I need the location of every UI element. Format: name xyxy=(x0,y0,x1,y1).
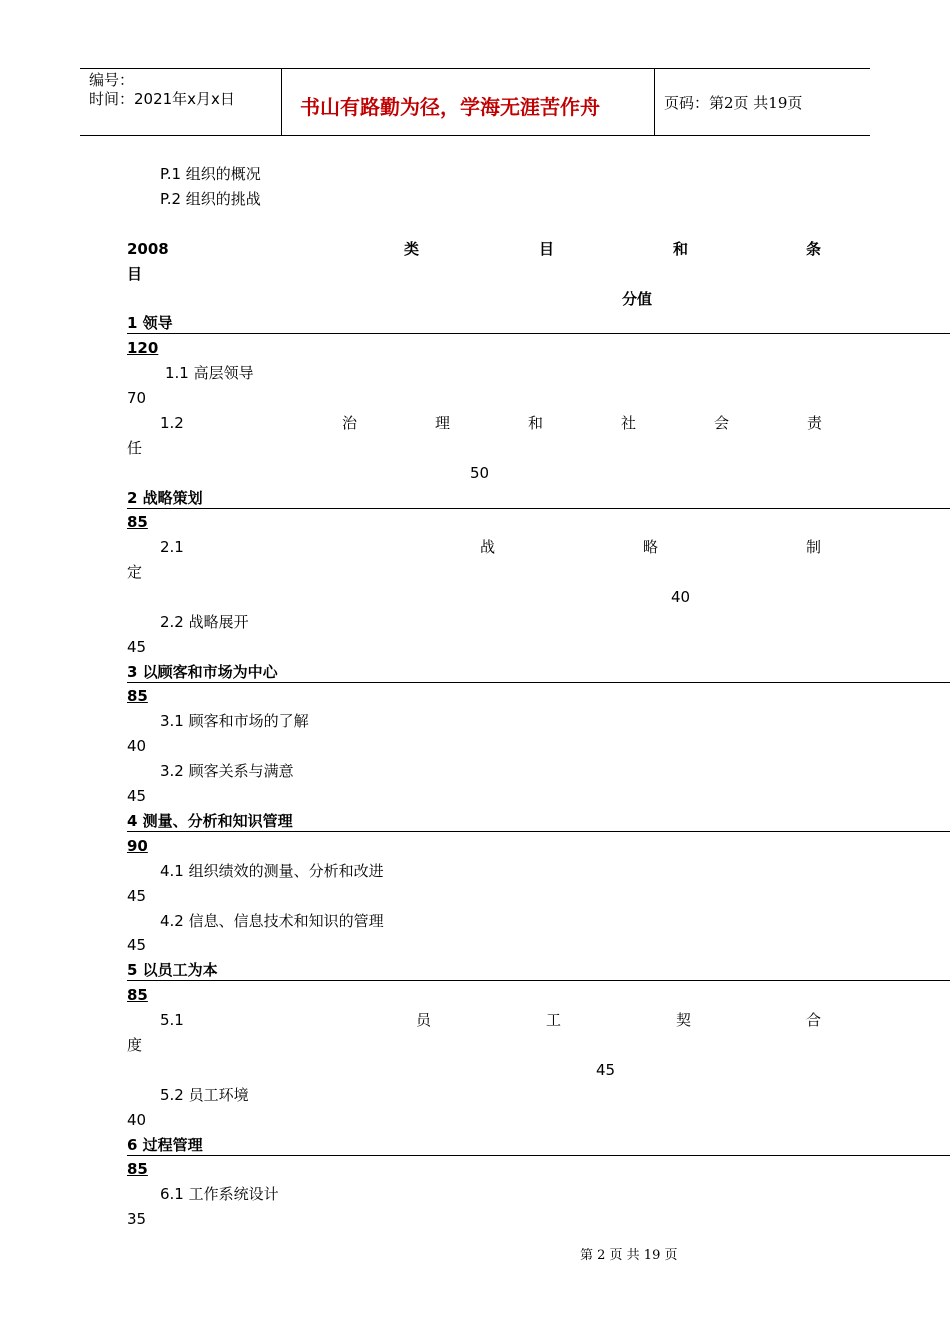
preface-item-1: P.1 组织的概况 xyxy=(160,165,261,183)
header-number-label: 编号： xyxy=(89,71,135,89)
header-motto: 书山有路勤为径，学海无涯苦作舟 xyxy=(300,95,600,119)
category-row xyxy=(127,662,950,683)
item-word: 契 xyxy=(676,1011,692,1029)
item-wrap: 定 xyxy=(127,563,143,581)
category-score: 90 xyxy=(127,837,148,855)
item-number: 5.1 xyxy=(160,1011,184,1029)
category-row xyxy=(127,1135,950,1156)
category-score: 85 xyxy=(127,1160,148,1178)
item-number: 1.2 xyxy=(160,414,184,432)
item-wrap: 任 xyxy=(127,439,143,457)
category-row xyxy=(127,488,950,509)
item-word: 责 xyxy=(807,414,823,432)
header-page-label: 页码：第2页 共19页 xyxy=(664,94,803,112)
header-divider-left xyxy=(281,68,282,136)
item-score: 45 xyxy=(127,936,147,954)
item-score: 45 xyxy=(127,638,147,656)
header-top-rule xyxy=(80,68,870,69)
category-row xyxy=(127,960,950,981)
item-score: 40 xyxy=(127,737,147,755)
item-score: 50 xyxy=(470,464,490,482)
table-header-word: 类 xyxy=(404,240,420,258)
item-label: 4.2 信息、信息技术和知识的管理 xyxy=(160,912,384,930)
item-label: 5.2 员工环境 xyxy=(160,1086,249,1104)
item-label: 4.1 组织绩效的测量、分析和改进 xyxy=(160,862,384,880)
category-title: 1 领导 xyxy=(127,314,173,332)
header-bottom-rule xyxy=(80,135,870,136)
category-title: 6 过程管理 xyxy=(127,1136,203,1154)
item-score: 70 xyxy=(127,389,147,407)
preface-item-2: P.2 组织的挑战 xyxy=(160,190,261,208)
item-word: 战 xyxy=(480,538,496,556)
category-row xyxy=(127,313,950,334)
category-title: 5 以员工为本 xyxy=(127,961,218,979)
item-word: 会 xyxy=(714,414,730,432)
table-header-word: 条 xyxy=(806,240,822,258)
table-header-score-label: 分值 xyxy=(622,290,653,308)
item-word: 员 xyxy=(416,1011,432,1029)
table-header-word: 目 xyxy=(539,240,555,258)
category-score: 85 xyxy=(127,513,148,531)
item-wrap: 度 xyxy=(127,1036,143,1054)
item-word: 和 xyxy=(528,414,544,432)
category-score: 85 xyxy=(127,986,148,1004)
item-score: 35 xyxy=(127,1210,147,1228)
item-word: 治 xyxy=(342,414,358,432)
item-label: 3.2 顾客关系与满意 xyxy=(160,762,294,780)
table-header-year: 2008 xyxy=(127,240,169,258)
item-label: 2.2 战略展开 xyxy=(160,613,249,631)
item-score: 45 xyxy=(127,787,147,805)
category-title: 2 战略策划 xyxy=(127,489,203,507)
item-label: 1.1 高层领导 xyxy=(165,364,254,382)
footer-page-number: 第 2 页 共 19 页 xyxy=(580,1248,678,1263)
item-word: 工 xyxy=(546,1011,562,1029)
item-number: 2.1 xyxy=(160,538,184,556)
item-word: 略 xyxy=(643,538,659,556)
item-label: 3.1 顾客和市场的了解 xyxy=(160,712,309,730)
item-word: 社 xyxy=(621,414,637,432)
category-title: 3 以顾客和市场为中心 xyxy=(127,663,278,681)
category-title: 4 测量、分析和知识管理 xyxy=(127,812,293,830)
table-header-wrap: 目 xyxy=(127,265,143,283)
category-row xyxy=(127,811,950,832)
category-score: 85 xyxy=(127,687,148,705)
category-score: 120 xyxy=(127,339,159,357)
item-word: 合 xyxy=(806,1011,822,1029)
header-date-label: 时间：2021年x月x日 xyxy=(89,90,235,108)
item-score: 40 xyxy=(671,588,691,606)
item-score: 45 xyxy=(596,1061,616,1079)
header-divider-right xyxy=(654,68,655,136)
item-word: 理 xyxy=(435,414,451,432)
item-word: 制 xyxy=(806,538,822,556)
item-score: 45 xyxy=(127,887,147,905)
table-header-word: 和 xyxy=(673,240,689,258)
item-label: 6.1 工作系统设计 xyxy=(160,1185,279,1203)
item-score: 40 xyxy=(127,1111,147,1129)
